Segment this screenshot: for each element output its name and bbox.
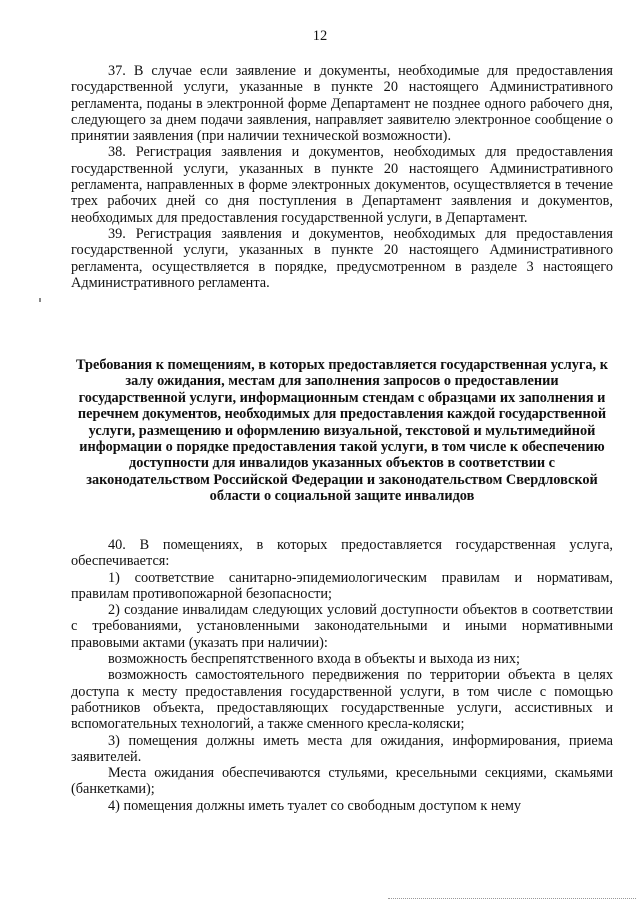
page-number: 12 (312, 28, 328, 44)
paragraph-40-item-1: 1) соответствие санитарно-эпидемиологическим правилам и нормативам, правилам противопожарной безопасности; (71, 569, 613, 602)
paragraph-40-item-3: 3) помещения должны иметь места для ожидания, информирования, приема заявителей. (71, 732, 613, 765)
paragraph-40-item-2a: возможность беспрепятственного входа в объекты и выхода из них; (108, 651, 521, 668)
paragraph-38: 38. Регистрация заявления и документов, необходимых для предоставления государственной услуги, указанных в пункте 20 настоящего Административного регламента, направленных в форме электронных документов, осуществляется в течение трех рабочих дней со дня поступления в Департамент заявления и документов, необходимых для предоставления государственной услуги, в Департамент. (71, 144, 613, 226)
paragraphs-bottom (71, 537, 613, 814)
section-heading: Требования к помещениям, в которых предоставляется государственная услуга, к залу ожидания, местам для заполнения запросов о предоставлении государственной услуги, информационным стендам с образцами их заполнения и перечнем документов, необходимых для предоставления каждой государственной услуги, размещению и оформлению визуальной, текстовой и мультимедийной информации о порядке предоставления такой услуги, в том числе к обеспечению доступности для инвалидов указанных объектов в соответствии с законодательством Российской Федерации и законодательством Свердловской области о социальной защите инвалидов (76, 357, 608, 505)
paragraph-40-item-2b: возможность самостоятельного передвижения по территории объекта в целях доступа к месту предоставления государственной услуги, в том числе с помощью работников объекта, предоставляющих государственные услуги, ассистивных и вспомогательных технологий, а также сменного кресла-коляски; (71, 667, 613, 733)
paragraphs-top (71, 63, 613, 291)
margin-mark (39, 298, 41, 302)
paragraph-37: 37. В случае если заявление и документы, необходимые для предоставления государственной услуги, указанные в пункте 20 настоящего Административного регламента, поданы в электронной форме Департамент не позднее одного рабочего дня, следующего за днем подачи заявления, направляет заявителю электронное сообщение о принятии заявления (при наличии технической возможности). (71, 63, 613, 145)
bottom-dotted-rule (388, 898, 636, 900)
paragraph-40: 40. В помещениях, в которых предоставляется государственная услуга, обеспечивается: (71, 537, 613, 570)
paragraph-40-item-3a: Места ожидания обеспечиваются стульями, кресельными секциями, скамьями (банкетками); (71, 765, 613, 798)
paragraph-40-item-2: 2) создание инвалидам следующих условий доступности объектов в соответствии с требованиями, установленными законодательными и иными нормативными правовыми актами (указать при наличии): (71, 602, 613, 651)
paragraph-39: 39. Регистрация заявления и документов, необходимых для предоставления государственной услуги, указанных в пункте 20 настоящего Административного регламента, осуществляется в порядке, предусмотренном в разделе 3 настоящего Административного регламента. (71, 225, 613, 291)
paragraph-40-item-4: 4) помещения должны иметь туалет со свободным доступом к нему (108, 797, 522, 814)
